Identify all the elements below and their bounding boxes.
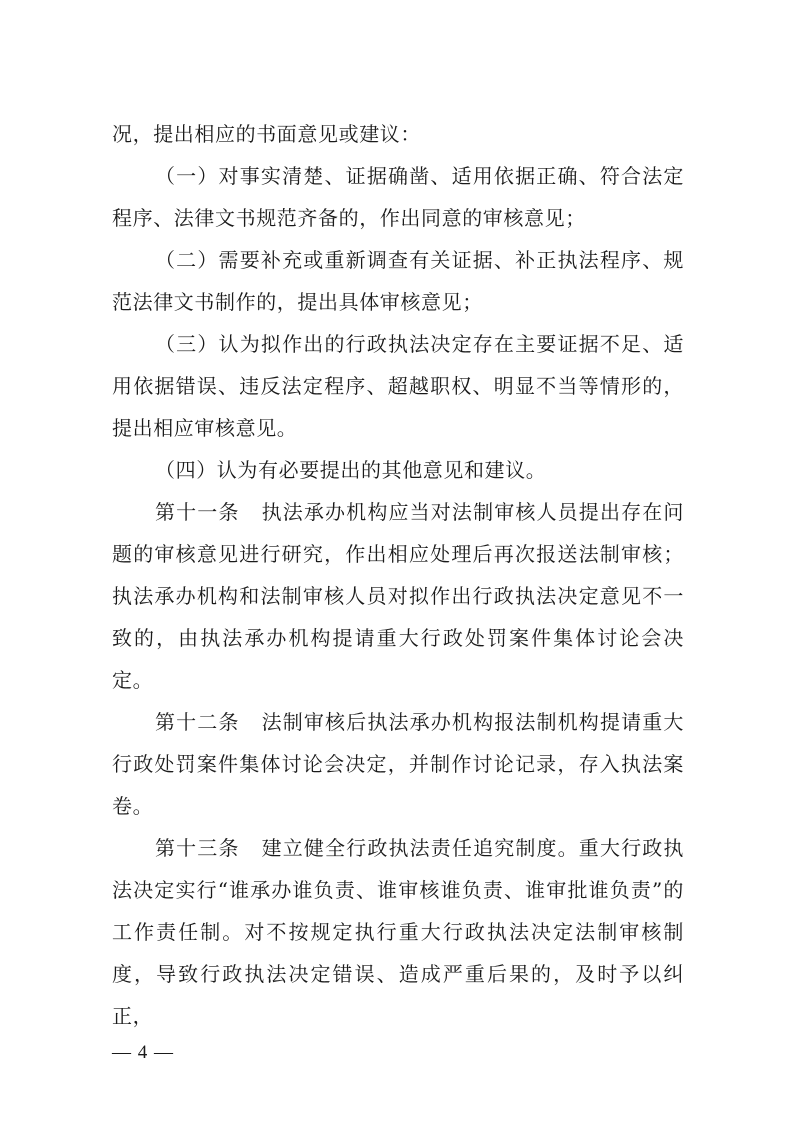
- paragraph-continuation: 况，提出相应的书面意见或建议：: [112, 122, 421, 146]
- article-11: [112, 491, 684, 701]
- paragraph-item-4: （四）认为有必要提出的其他意见和建议。: [155, 458, 547, 482]
- article-text: 建立健全行政执法责任追究制度。重大行政执法决定实行“谁承办谁负责、谁审核谁负责、谁审批谁负责”的工作责任制。对不按规定执行重大行政执法决定法制审核制度，导致行政执法决定错误、造成严重后果的，及时予以纠正，: [112, 836, 684, 1028]
- article-number: 第十二条: [155, 710, 240, 734]
- article-text: 执法承办机构应当对法制审核人员提出存在问题的审核意见进行研究，作出相应处理后再次报送法制审核；执法承办机构和法制审核人员对拟作出行政执法决定意见不一致的，由执法承办机构提请重大行政处罚案件集体讨论会决定。: [112, 500, 684, 692]
- paragraph-item-3: （三）认为拟作出的行政执法决定存在主要证据不足、适用依据错误、违反法定程序、超越职权、明显不当等情形的，提出相应审核意见。: [112, 332, 684, 440]
- article-12: [112, 701, 684, 827]
- article-text: 法制审核后执法承办机构报法制机构提请重大行政处罚案件集体讨论会决定，并制作讨论记录，存入执法案卷。: [112, 710, 684, 818]
- article-13: [112, 827, 684, 1037]
- page-number: — 4 —: [112, 1042, 174, 1063]
- body-text: [112, 113, 684, 1037]
- article-number: 第十三条: [155, 836, 240, 860]
- paragraph-item-2: （二）需要补充或重新调查有关证据、补正执法程序、规范法律文书制作的，提出具体审核意见；: [112, 248, 684, 314]
- paragraph-item-1: （一）对事实清楚、证据确凿、适用依据正确、符合法定程序、法律文书规范齐备的，作出同意的审核意见；: [112, 164, 684, 230]
- article-number: 第十一条: [155, 500, 240, 524]
